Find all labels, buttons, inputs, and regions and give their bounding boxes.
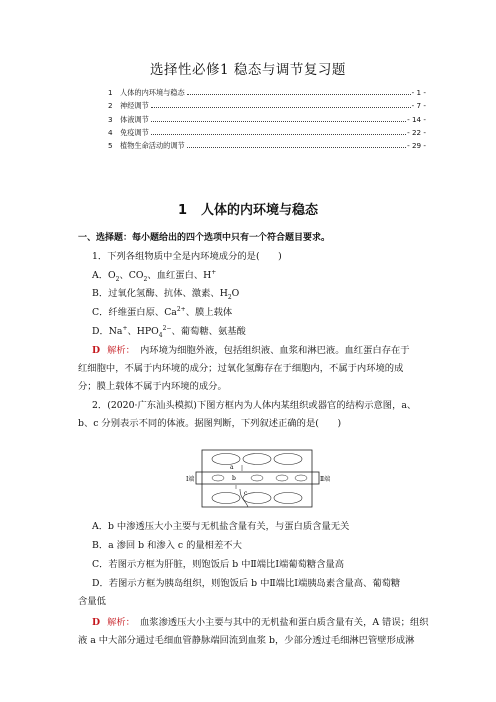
- question-1-option-c: C．纤维蛋白原、$Ca^{2+}$、膜上载体: [92, 305, 233, 318]
- toc-leader: [151, 107, 411, 108]
- capillary-vessel: [196, 472, 319, 484]
- toc-entry[interactable]: [108, 141, 426, 154]
- toc-leader: [151, 134, 406, 135]
- toc-number: 2: [108, 101, 113, 111]
- section-heading: 一、选择题：每小题给出的四个选项中只有一个符合题目要求。: [78, 233, 331, 243]
- toc-page: - 1 -: [411, 88, 426, 97]
- question-2-stem-line2: b、c 分别表示不同的体液。据图判断，下列叙述正确的是( ): [78, 418, 342, 429]
- blood-cell: [295, 475, 307, 481]
- toc-leader: [187, 147, 406, 148]
- tissue-structure-diagram: [186, 449, 331, 509]
- right-end-label: Ⅱ端: [320, 476, 331, 483]
- blood-cell: [212, 475, 224, 481]
- analysis-label: 解析：: [107, 617, 135, 628]
- question-2-option-a: A．b 中渗透压大小主要与无机盐含量有关，与蛋白质含量无关: [92, 521, 350, 532]
- toc-entry[interactable]: [108, 115, 426, 128]
- toc-entry[interactable]: [108, 101, 426, 114]
- question-2-stem-line1: 2．(2020·广东汕头模拟)下图方框内为人体内某组织或器官的结构示意图，a、: [92, 400, 417, 411]
- document-title: 选择性必修1 稳态与调节复习题: [150, 62, 346, 78]
- answer-key: D: [92, 345, 101, 356]
- toc-entry[interactable]: [108, 88, 426, 101]
- chapter-heading: [0, 199, 496, 218]
- tissue-cell: [212, 454, 240, 465]
- question-2-option-c: C．若图示方框为肝脏，则饱饭后 b 中Ⅱ端比Ⅰ端葡萄糖含量高: [92, 559, 345, 570]
- question-1-option-a: A．$O_2$、$CO_2$、血红蛋白、H+: [92, 268, 217, 283]
- question-2-option-d: D．若图示方框为胰岛组织，则饱饭后 b 中Ⅱ端比Ⅰ端胰岛素含量高、葡萄糖: [92, 578, 401, 589]
- chapter-title: 人体的内环境与稳态: [201, 203, 319, 218]
- label-b: b: [232, 475, 236, 482]
- question-2-analysis-line2: 液 a 中大部分通过毛细血管静脉端回流到血浆 b，少部分透过毛细淋巴管壁形成淋: [78, 635, 415, 646]
- blood-cell: [251, 475, 263, 481]
- toc-entry[interactable]: [108, 128, 426, 141]
- table-of-contents: [108, 88, 426, 154]
- toc-label: 神经调节: [120, 101, 149, 111]
- answer-key: D: [92, 617, 101, 628]
- tissue-cell: [243, 454, 271, 465]
- question-2-option-b: B．a 渗回 b 和渗入 c 的量相差不大: [92, 540, 242, 551]
- question-1-analysis-line3: 分；膜上载体不属于内环境的成分。: [78, 381, 227, 392]
- toc-label: 人体的内环境与稳态: [120, 88, 185, 97]
- question-1-analysis-line2: 红细胞中，不属于内环境的成分；过氧化氢酶存在于细胞内，不属于内环境的成: [78, 363, 404, 374]
- question-1-stem: 1．下列各组物质中全是内环境成分的是( ): [92, 251, 282, 262]
- chapter-number: 1: [177, 203, 188, 218]
- question-1-analysis: D 解析： 内环境为细胞外液，包括组织液、血浆和淋巴液。血红蛋白存在于: [92, 345, 410, 356]
- label-a: a: [230, 464, 234, 471]
- tissue-cell: [212, 493, 240, 504]
- tissue-boundary-box: [202, 450, 312, 507]
- analysis-label: 解析：: [107, 345, 135, 356]
- toc-label: 植物生命活动的调节: [120, 141, 185, 151]
- toc-number: 4: [108, 127, 113, 137]
- question-2-option-d-cont: 含量低: [78, 596, 106, 607]
- toc-page: - 29 -: [407, 141, 426, 151]
- toc-page: - 14 -: [407, 114, 426, 124]
- question-1-option-d: D．Na+、$HPO_4^{2-}$、葡萄糖、氨基酸: [92, 324, 246, 339]
- question-2-analysis: D 解析： 血浆渗透压大小主要与其中的无机盐和蛋白质含量有关，A 错误；组织: [92, 617, 429, 628]
- left-end-label: Ⅰ端: [186, 476, 195, 483]
- toc-page: - 22 -: [407, 127, 426, 137]
- tissue-cell: [274, 454, 302, 465]
- question-1-option-b: B．过氧化氢酶、抗体、激素、$H_2O$: [92, 288, 240, 301]
- label-c: c: [244, 490, 248, 497]
- toc-number: 5: [108, 141, 113, 151]
- toc-number: 3: [108, 114, 113, 124]
- toc-page: - 7 -: [411, 101, 426, 111]
- toc-number: 1: [108, 88, 113, 97]
- toc-label: 免疫调节: [120, 127, 149, 137]
- toc-leader: [151, 121, 406, 122]
- toc-label: 体液调节: [120, 114, 149, 124]
- toc-leader: [187, 94, 411, 95]
- tissue-cell: [274, 493, 302, 504]
- blood-cell: [276, 475, 288, 481]
